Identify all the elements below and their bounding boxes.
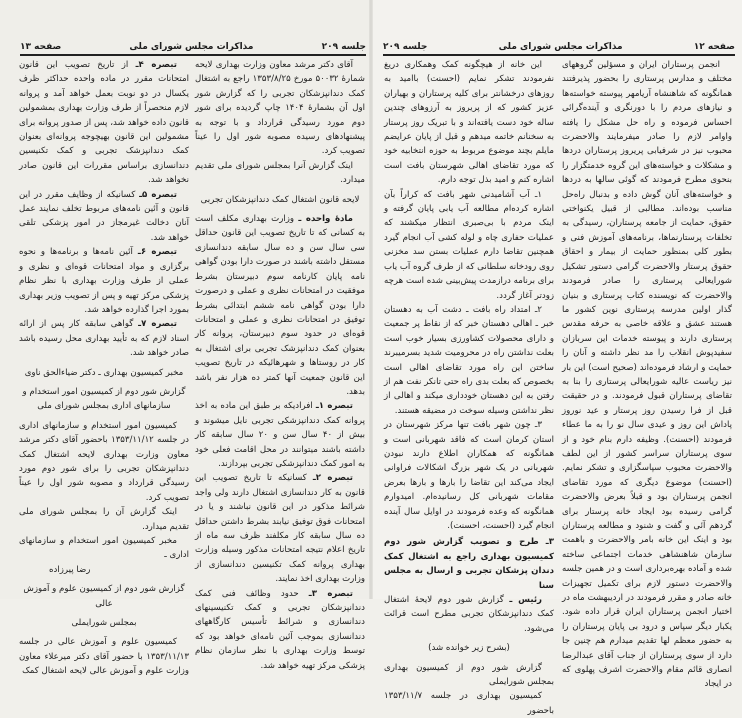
paragraph bbox=[562, 58, 732, 692]
section-heading bbox=[384, 535, 554, 593]
paragraph bbox=[19, 582, 189, 611]
paragraph-lead: رئیس ـ bbox=[509, 595, 542, 606]
paragraph bbox=[384, 188, 554, 303]
page-header bbox=[20, 38, 366, 56]
paragraph-lead: تبصره ۴ـ bbox=[135, 60, 177, 70]
paragraph bbox=[19, 419, 189, 505]
paragraph-text: کمیسیون علوم و آموزش عالی در جلسه ۱۳۵۳/۱۱/۱۳ با حضور آقای دکتر میرعلاء معاون وزارت علوم و آموزش عالی لایحه اشتغال کمک bbox=[19, 637, 189, 677]
paragraph-text: (بشرح زیر خوانده شد) bbox=[428, 643, 510, 654]
paragraph-text: گزارش شور دوم از کمیسیون علوم و آموزش عالی bbox=[23, 584, 185, 609]
paragraph-text: اینک گزارش آنرا بمجلس شورای ملی تقدیم میدارد. bbox=[195, 160, 365, 186]
paragraph-text: کمیسیون بهداری در جلسه ۱۳۵۳/۱۱/۷ باحضور bbox=[384, 691, 554, 716]
paragraph-text: گواهی سابقه کار پس از ارائه اسناد لازم که به تأیید بهداری محل رسیده باشد صادر خواهد شد. bbox=[19, 319, 189, 359]
page-header bbox=[383, 38, 735, 56]
paragraph-text: ۲ـ امتداد راه بافت ـ دشت آب به دهستان خبر ـ اهالی دهستان خبر که از نقاط پر جمعیت و دارای محصولات کشاورزی بسیار خوب است بعلت نداشتن راه در محرومیت شدید بسرمیبرند ساختن این راه مورد تقاضای اهالی است بخصوص که بعلت بدی راه حتی تانکر نفت هم از رفتن به این دهستان خودداری میکند و اهالی از نظر نداشتن وسیله سوخت در مضیقه هستند. bbox=[384, 304, 554, 416]
paragraph bbox=[195, 159, 365, 188]
paragraph-text: بمجلس شورایملی bbox=[71, 618, 137, 629]
paragraph-lead: تبصره ۶ـ bbox=[137, 247, 177, 258]
paragraph-text: آئین نامه‌ها و برنامه‌ها و نحوه برگزاری و مواد امتحانات قوه‌ای و نظری و عملی از طرف وزارت بهداری با نظر نظام پزشکی مرکز تهیه و پس از تصویب وزیر بهداری بمورد اجرا گذارده خواهد شد. bbox=[19, 247, 189, 315]
paragraph bbox=[19, 366, 189, 380]
paragraph bbox=[19, 534, 189, 563]
paragraph-text: وزارت بهداری مکلف است به کسانی که تا تاریخ تصویب این قانون حداقل سی سال سن و ده سال سابقه دندانسازی مستقل داشته باشند در صورت دارا بودن گواهی نامه پایان کارنامه سوم دبیرستان بشرط موفقیت در امتحانات نظری و عملی و درصورت دارا بودن گواهی نامه ششم ابتدائی بشرط توفیق در امتحانات نظری و عملی و امتحانات قوه‌ای در حدود سوم دبیرستان، پروانه کار بعنوان کمک دندانپزشک تجربی برای اشتغال به کار در روستاها و شهرهائیکه در تاریخ تصویب این قانون جمعیت آنها کمتر ده هزار نفر باشد بدهد. bbox=[195, 214, 365, 397]
paragraph-lead: تبصره ۳ـ bbox=[308, 588, 353, 599]
left-page bbox=[0, 0, 371, 677]
publication-title: مذاکرات مجلس شورای ملی bbox=[129, 42, 254, 52]
paragraph-lead: تبصره ۵ـ bbox=[139, 189, 177, 200]
paragraph bbox=[19, 563, 189, 577]
paragraph-text: آقای دکتر مرشد معاون وزارت بهداری لایحه شمارهٔ ۵۰۰۳۲ مورخ ۱۳۵۳/۸/۲۵ راجع به اشتغال کمک دندانپزشکان تجربی را که گزارش شور اول آن بشمارهٔ ۱۴۰۴ چاپ گردیده برای شور دوم مورد رسیدگی قرارداد و با توجه به پیشنهادهای رسیده مصوبه شور اول را عیناً تصویب کرد. bbox=[195, 60, 365, 157]
paragraph-lead: مادهٔ واحده ـ bbox=[298, 214, 353, 225]
session-number: جلسه ۲۰۹ bbox=[383, 42, 428, 52]
paragraph bbox=[195, 58, 365, 159]
paragraph-text: افرادیکه بر طبق این ماده به اخذ پروانه کمک دندانپزشکی تجربی نایل میشوند و بیش از ۴۰ سال سن و ۲۰ سال سابقه کار داشته باشند میتوانند در محل اقامت فعلی خود به امور کمک دندانپزشکی تجربی بپردازند. bbox=[195, 401, 365, 469]
paragraph bbox=[384, 641, 554, 655]
paragraph-text: ۳ـ طرح و تصویب گزارش شور دوم کمیسیون بهداری راجع به اشتغال کمک دندان پزشکان تجربی و ارسال به مجلس سنا bbox=[384, 537, 554, 591]
text-column-left bbox=[19, 58, 189, 679]
paragraph bbox=[384, 58, 554, 188]
paragraph bbox=[19, 317, 189, 360]
paragraph bbox=[384, 689, 554, 718]
paragraph-text: ۳ـ چون شهر بافت تنها مرکز شهرستان در استان کرمان است که فاقد شهربانی است و همانگونه که همکاران اطلاع دارند نبودن شهربانی در یک شهر بزرگ اشکالات فراوانی ایجاد می‌کند این تقاضا را بارها و بارها بعرض مقامات شهربانی کل رسانیده‌ام. امیدوارم همانگونه که وعده فرمودند در اوایل سال آینده انجام گیرد (احسنت، احسنت). bbox=[384, 420, 554, 531]
paragraph-lead: تبصره ۷ـ bbox=[138, 319, 177, 330]
paragraph bbox=[19, 385, 189, 414]
paragraph bbox=[195, 399, 365, 471]
paragraph bbox=[19, 635, 189, 678]
paragraph-text: کسانیکه از وظایف مقرر در این قانون و آئین نامه‌های مربوط تخلف نمایند عمل آنان دخالت غیرمجاز در امور پزشکی تلقی خواهد شد. bbox=[19, 189, 189, 243]
paragraph bbox=[195, 471, 365, 586]
right-page bbox=[371, 0, 742, 716]
paragraph-text: رضا پیرزاده bbox=[49, 564, 91, 575]
paragraph bbox=[19, 616, 189, 630]
paragraph bbox=[19, 188, 189, 246]
paragraph-text: ۱ـ آب آشامیدنی شهر بافت که کراراً بآن اشاره کرده‌ام مطالعه آب یابی پایان گرفته و اینک مردم با بی‌صبری انتظار میکشند که عملیات حفاری چاه و لوله کشی آب انجام گیرد همچنین تقاضا دارم عملیات بستن سد مخزنی روی رودخانه سلطانی که از طرف گروه آب یاب برای برنامه درازمدت پیش‌بینی شده است هرچه زودتر آغاز گردد. bbox=[384, 189, 554, 301]
paragraph-text: گزارش شور دوم از کمیسیون امور استخدام و سازمانهای اداری بمجلس شورای ملی bbox=[22, 386, 186, 412]
paragraph bbox=[384, 303, 554, 418]
paragraph-text: مخبر کمیسیون امور استخدام و سازمانهای اداری ـ bbox=[19, 536, 189, 561]
paragraph-text: اینک گزارش آن را بمجلس شورای ملی تقدیم میدارد. bbox=[19, 507, 189, 532]
paragraph-text: انجمن پرستاران ایران و مسؤلین گروههای مختلف و مدارس پرستاری را بحضور پذیرفتند همانگونه که شاهنشاه آریامهر پیوسته خواسته‌ها و نیازهای مردم را با دورنگری و آینده‌گرائی احساس فرموده و راه حل مشکل را یافته واوامر لازم را صادر میفرمایند والاحضرت محبوب نیز در شرفیابی پریروز پرستاران دردها و مشکلات و خواسته‌های این گروه خدمتگزار را بنحوی مطرح فرمودند که گوئی سالها به دردها و خواسته‌های آنان گوش داده و بدنبال راه‌حل مناسب بوده‌اند. مطالبی از قبیل یکنواختی حقوق، حمایت از جامعه پرستاران، رسیدگی به تخلفات پرستارنماها، برنامه‌های آموزش فنی و بطور کلی بمنظور حمایت از بیمار و احقاق حقوق پرستار والاحضرت گرامی دستور تشکیل شورایعالی پرستاری را صادر فرمودند والاحضرت که نویسنده کتاب پرستاری و بنیان گذار اولین مدرسه پرستاری نوین کشور ما هستند عشق و علاقه خاصی به حرفه مقدس پرستاری دارند و پیوسته خدمات این سربازان سفیدپوش انقلاب را مد نظر داشته و آنان را حمایت و ارشاد فرموده‌اند (صحیح است) این بار نیز ریاست عالیه شورایعالی پرستاری را بنا به تقاضای پرستاران قبول فرمودند. و در حقیقت قبل از فرا رسیدن روز پرستار و عید نوروز پاداش این روز و عیدی سال نو را به ما عطاء فرمودند (احسنت). وظیفه دارم بنام خود و از سوی پرستاران سراسر کشور از این لطف والاحضرت محبوب سپاسگزاری و تشکر نمایم. (احسنت) موضوع دیگری که مورد تقاضای انجمن پرستاران بود و قبلاً بعرض والاحضرت گرامی رسیده بود ایجاد خانه پرستار برای گردهم آئی و گفت و شنود و مطالعه پرستاران بود و اینک این خانه بامر والاحضرت و باهمت سازمان شاهنشاهی خدمات اجتماعی ساخته شده و آماده بهره‌برداری است و در همین جلسه والاحضرت دستور لازم برای تکمیل تجهیزات خانه صادر و مقرر فرمودند در اردیبهشت ماه در اختیار انجمن پرستاران ایران قرار داده شود. یکبار دیگر سپاس و درود بی پایان پرستاران را به حضور معظم لها تقدیم میدارم هم چنین جا دارد از سوی پرستاران از جناب آقای عبدالرضا انصاری قائم مقام والاحضرت اشرف پهلوی که در ایجاد bbox=[562, 60, 732, 690]
page-fold bbox=[369, 0, 373, 599]
paragraph bbox=[19, 245, 189, 317]
paragraph-text: حدود وظائف فنی کمک دندانپزشکان تجربی و کمک تکنیسینهای دندانسازی و شرائط تأسیس کارگاههای دندانسازی بموجب آئین نامه‌ای خواهد بود که توسط وزارت بهداری با نظر سازمان نظام پزشکی مرکز تهیه خواهد شد. bbox=[195, 588, 365, 671]
session-number: جلسه ۲۰۹ bbox=[321, 42, 366, 52]
paragraph bbox=[19, 505, 189, 534]
paragraph bbox=[384, 661, 554, 690]
paragraph-text: کسانیکه تا تاریخ تصویب این قانون به کار دندانسازی اشتغال دارند ولی واجد شرائط مذکور در این قانون نباشند و یا در امتحانات فوق توفیق نیابند بشرط داشتن حداقل ده سال سابقه کار مکلفند ظرف سه ماه از تاریخ اعلام نتیجه امتحانات مذکور وسیله وزارت بهداری پروانه کمک تکنیسین دندانسازی از وزارت بهداری اخذ نمایند. bbox=[195, 473, 365, 585]
paragraph bbox=[384, 593, 554, 636]
page-number: صفحه ۱۳ bbox=[20, 42, 62, 52]
page-number: صفحه ۱۲ bbox=[693, 42, 735, 52]
paragraph-text: گزارش شور دوم از کمیسیون بهداری بمجلس شورایملی bbox=[384, 662, 554, 688]
paragraph bbox=[195, 193, 365, 207]
paragraph-lead: تبصره ۱ـ bbox=[315, 401, 353, 412]
paragraph-text: مخبر کمیسیون بهداری ـ دکتر ضیاءالحق ناوی bbox=[24, 367, 184, 378]
paragraph-text: این خانه از هیچگونه کمک وهمکاری دریغ نفرمودند تشکر نمایم (احسنت) باامید به روزهای درخشانتر برای کلیه پرستاران و بهیاران عزیز کشور که از پریروز به آرزوهای چندین ساله خود دست یافته‌اند و با تبریک روز پرستار به سخنانم خاتمه میدهم و قبل از پایان عرایضم مایلم بچند موضوع مربوط به حوزه انتخابیه خود که مورد تقاضای اهالی شهرستان بافت است اشاره کنم و امید بذل توجه دارم. bbox=[384, 60, 554, 186]
paragraph-text: کمیسیون امور استخدام و سازمانهای اداری در جلسه ۱۳۵۳/۱۱/۱۲ باحضور آقای دکتر مرشد معاون وزارت بهداری لایحه اشتغال کمک دندانپزشکان تجربی را برای شور دوم مورد رسیدگی قرارداد و مصوبه شور اول را عیناً تصویب کرد. bbox=[19, 420, 189, 503]
paragraph-lead: تبصره ۲ـ bbox=[312, 473, 353, 484]
text-column-left bbox=[384, 58, 554, 718]
paragraph bbox=[384, 418, 554, 533]
text-column-right bbox=[195, 58, 365, 673]
paragraph bbox=[195, 212, 365, 399]
publication-title: مذاکرات مجلس شورای ملی bbox=[498, 42, 623, 52]
text-column-right bbox=[562, 58, 732, 692]
paragraph bbox=[195, 587, 365, 673]
paragraph-text: لایحه قانون اشتغال کمک دندانپزشکان تجربی bbox=[200, 194, 360, 205]
paragraph-text: گزارش شور دوم لایحهٔ اشتغال کمک دندانپزشکان تجربی مطرح است قرائت می‌شود. bbox=[384, 595, 554, 634]
paragraph bbox=[19, 58, 189, 188]
paragraph-text: از تاریخ تصویب این قانون امتحانات مقرر در ماده واحده حداکثر ظرف یکسال در دو نوبت بعمل خواهد آمد و پروانه لازم منحصراً از طرف وزارت بهداری بمشمولین قانون داده خواهد شد، پس از صدور پروانه برای مشمولین این قانون بهیچوجه پروانه‌ای بعنوان کمک دندانپزشک تجربی و کمک تکنیسین دندانسازی براساس مقررات این قانون صادر نخواهد شد. bbox=[19, 60, 189, 186]
